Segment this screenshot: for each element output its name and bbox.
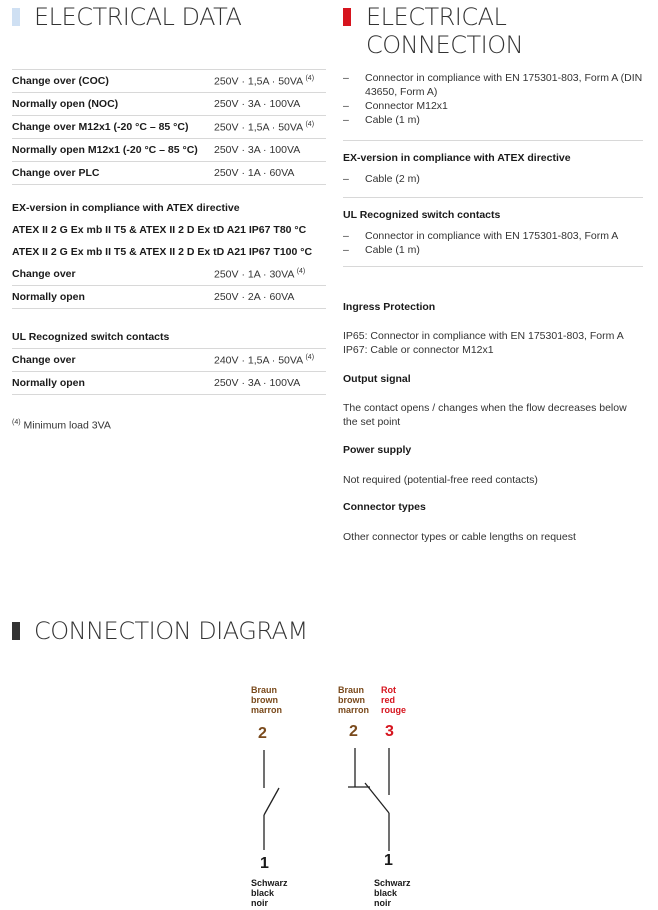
ex-heading: EX-version in compliance with ATEX directive — [343, 152, 571, 164]
row-key: Normally open — [12, 377, 85, 389]
right-top-label-red: Rot red rouge — [381, 685, 407, 715]
power-heading: Power supply — [343, 444, 412, 456]
ex-line-2: ATEX II 2 G Ex mb II T5 & ATEX II 2 D Ex tD A21 IP67 T100 °C — [12, 246, 313, 258]
left-bottom-label: Schwarz black noir — [251, 878, 288, 908]
right-pin-bottom: 1 — [384, 852, 393, 869]
ul-bullets — [343, 229, 643, 257]
ex-line-1: ATEX II 2 G Ex mb II T5 & ATEX II 2 D Ex tD A21 IP67 T80 °C — [12, 224, 307, 236]
table-row — [12, 263, 326, 286]
row-value: 250V · 3A · 100VA — [214, 98, 301, 110]
right-pin-red: 3 — [385, 723, 394, 740]
connection-diagram-marker — [12, 622, 20, 640]
row-key: Normally open M12x1 (-20 °C – 85 °C) — [12, 144, 198, 156]
right-bottom-label: Schwarz black noir — [374, 878, 411, 908]
power-text: Not required (potential-free reed contacts) — [343, 474, 538, 486]
row-key: Change over M12x1 (-20 °C – 85 °C) — [12, 121, 189, 133]
ex-table — [12, 263, 326, 309]
row-value: 250V · 3A · 100VA — [214, 377, 301, 389]
ingress-heading: Ingress Protection — [343, 301, 436, 313]
list-item: – Cable (1 m) — [343, 244, 420, 256]
electrical-data-marker — [12, 8, 20, 26]
connection-diagram-title: CONNECTION DIAGRAM — [34, 617, 308, 645]
divider — [343, 197, 643, 198]
footnote: $^{(4)}$ Minimum load 3VA — [12, 419, 111, 432]
row-key: Change over — [12, 354, 76, 366]
list-item: – Cable (1 m) — [343, 114, 420, 126]
row-value: 250V · 3A · 100VA — [214, 144, 301, 156]
left-pin-bottom: 1 — [260, 855, 269, 872]
list-item: – Connector M12x1 — [343, 100, 448, 112]
connector-text: Other connector types or cable lengths on request — [343, 531, 576, 543]
connector-heading: Connector types — [343, 501, 426, 513]
row-value: 250V · 1A · 30VA $^{(4)}$ — [214, 268, 306, 281]
divider — [343, 266, 643, 267]
row-value: 250V · 1A · 60VA — [214, 167, 295, 179]
row-value: 250V · 1,5A · 50VA $^{(4)}$ — [214, 121, 315, 134]
left-pin-top: 2 — [258, 725, 267, 742]
table-row — [12, 162, 326, 185]
row-key: Change over (COC) — [12, 75, 109, 87]
row-key: Normally open (NOC) — [12, 98, 119, 110]
right-changeover-symbol — [340, 743, 420, 858]
connection-bullets — [343, 71, 643, 127]
list-item: – Connector in compliance with EN 175301-803, Form A (DIN 43650, Form A) — [343, 72, 643, 98]
ex-heading: EX-version in compliance with ATEX directive — [12, 202, 240, 214]
ul-heading: UL Recognized switch contacts — [12, 331, 170, 343]
table-row — [12, 372, 326, 395]
right-top-label-brown: Braun brown marron — [338, 685, 370, 715]
electrical-connection-marker — [343, 8, 351, 26]
ex-bullets — [343, 172, 643, 186]
electrical-data-table — [12, 69, 326, 185]
right-pin-brown: 2 — [349, 723, 358, 740]
divider — [343, 140, 643, 141]
ingress-text: IP65: Connector in compliance with EN 175301-803, Form A IP67: Cable or connector M12x1 — [343, 330, 624, 356]
output-heading: Output signal — [343, 373, 411, 385]
table-row — [12, 286, 326, 309]
table-row — [12, 139, 326, 162]
list-item: – Connector in compliance with EN 175301-803, Form A — [343, 230, 619, 242]
ul-heading: UL Recognized switch contacts — [343, 209, 501, 221]
table-row — [12, 116, 326, 139]
row-value: 250V · 2A · 60VA — [214, 291, 295, 303]
table-row — [12, 93, 326, 116]
row-key: Normally open — [12, 291, 85, 303]
left-switch-symbol — [235, 745, 295, 855]
row-key: Change over — [12, 268, 76, 280]
ul-table — [12, 348, 326, 395]
electrical-data-title: ELECTRICAL DATA — [34, 3, 242, 31]
row-value: 240V · 1,5A · 50VA $^{(4)}$ — [214, 354, 315, 367]
list-item: – Cable (2 m) — [343, 173, 420, 185]
electrical-connection-title: ELECTRICAL CONNECTION — [366, 3, 524, 59]
left-top-label: Braun brown marron — [251, 685, 283, 715]
row-key: Change over PLC — [12, 167, 100, 179]
table-row — [12, 348, 326, 372]
table-row — [12, 69, 326, 93]
output-text: The contact opens / changes when the flow decreases below the set point — [343, 402, 627, 428]
row-value: 250V · 1,5A · 50VA $^{(4)}$ — [214, 75, 315, 88]
